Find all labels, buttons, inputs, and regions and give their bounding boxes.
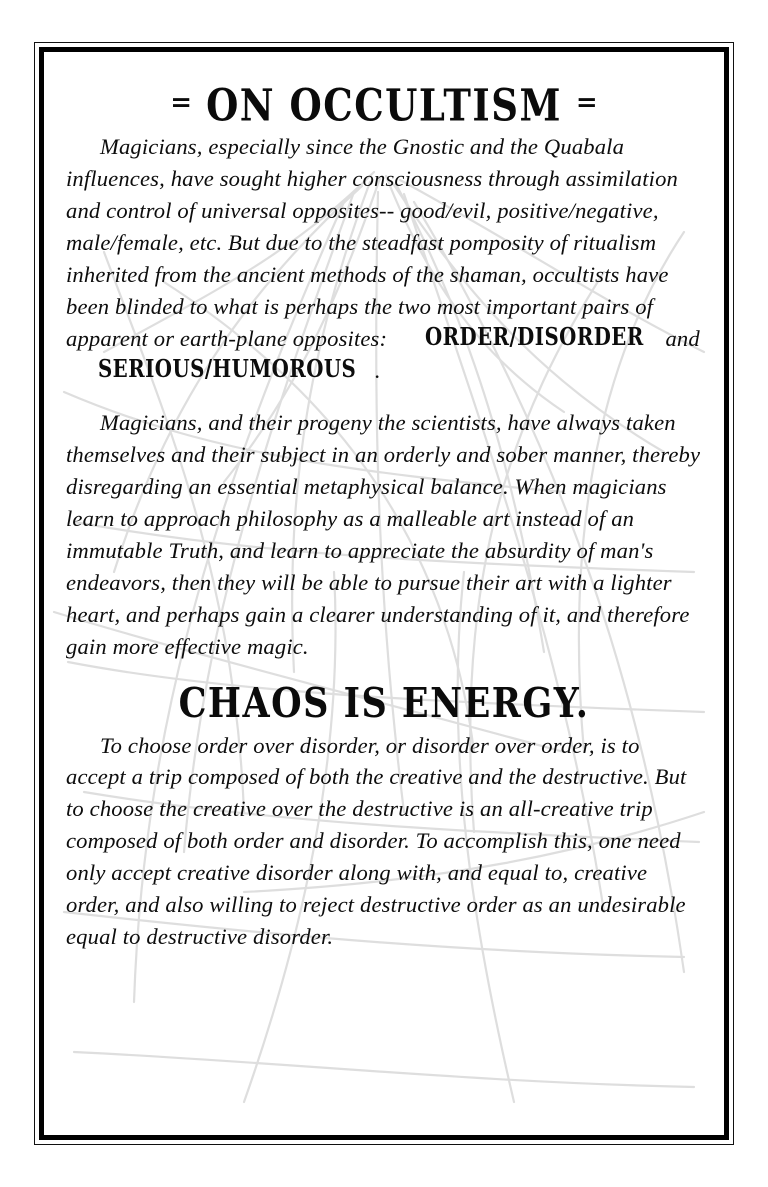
paragraph-1-terminator: . <box>374 357 381 383</box>
paragraph-1-text-part1: Magicians, especially since the Gnostic and the Quabala influences, have sought higher consciousness through assimilation and control of universal opposites-- good/evil, positive/negative, male/female, etc. But due to the steadfast pomposity of ritualism inherited from the ancient methods of the shaman, occultists have been blinded to what is perhaps the two most important pairs of apparent or earth-plane opposites: <box>66 134 678 351</box>
title-rule-right-icon: = <box>575 87 598 118</box>
page-title: ON OCCULTISM <box>206 79 562 132</box>
paragraph-magicians-scientists: Magicians, and their progeny the scientists, have always taken themselves and their subject in an orderly and sober manner, thereby disregarding an essential metaphysical balance. When magicians learn to approach philosophy as a malleable art instead of an immutable Truth, and learn to appreciate the absurdity of man's endeavors, then they will be able to pursue their art with a lighter heart, and perhaps gain a clearer understanding of it, and therefore gain more effective magic. <box>66 409 701 659</box>
paragraph-1-conjunction: and <box>659 325 700 351</box>
emphasis-serious-humorous: SERIOUS/HUMOROUS <box>97 353 357 383</box>
page-content <box>58 62 710 1125</box>
title-row <box>66 79 702 132</box>
emphasis-order-disorder: ORDER/DISORDER <box>424 321 644 351</box>
paragraph-occultism-opposites <box>66 131 702 387</box>
paragraph-order-over-disorder: To choose order over disorder, or disorder over order, is to accept a trip composed of both the creative and the destructive. But to choose the creative over the destructive is an all-creative trip composed of both order and disorder. To accomplish this, one need only accept creative disorder along with, and equal to, creative order, and also willing to reject destructive order as an undesirable equal to destructive disorder. <box>66 732 687 950</box>
section-heading-chaos-is-energy: CHAOS IS ENERGY. <box>178 678 590 728</box>
title-rule-left-icon: = <box>170 87 193 118</box>
